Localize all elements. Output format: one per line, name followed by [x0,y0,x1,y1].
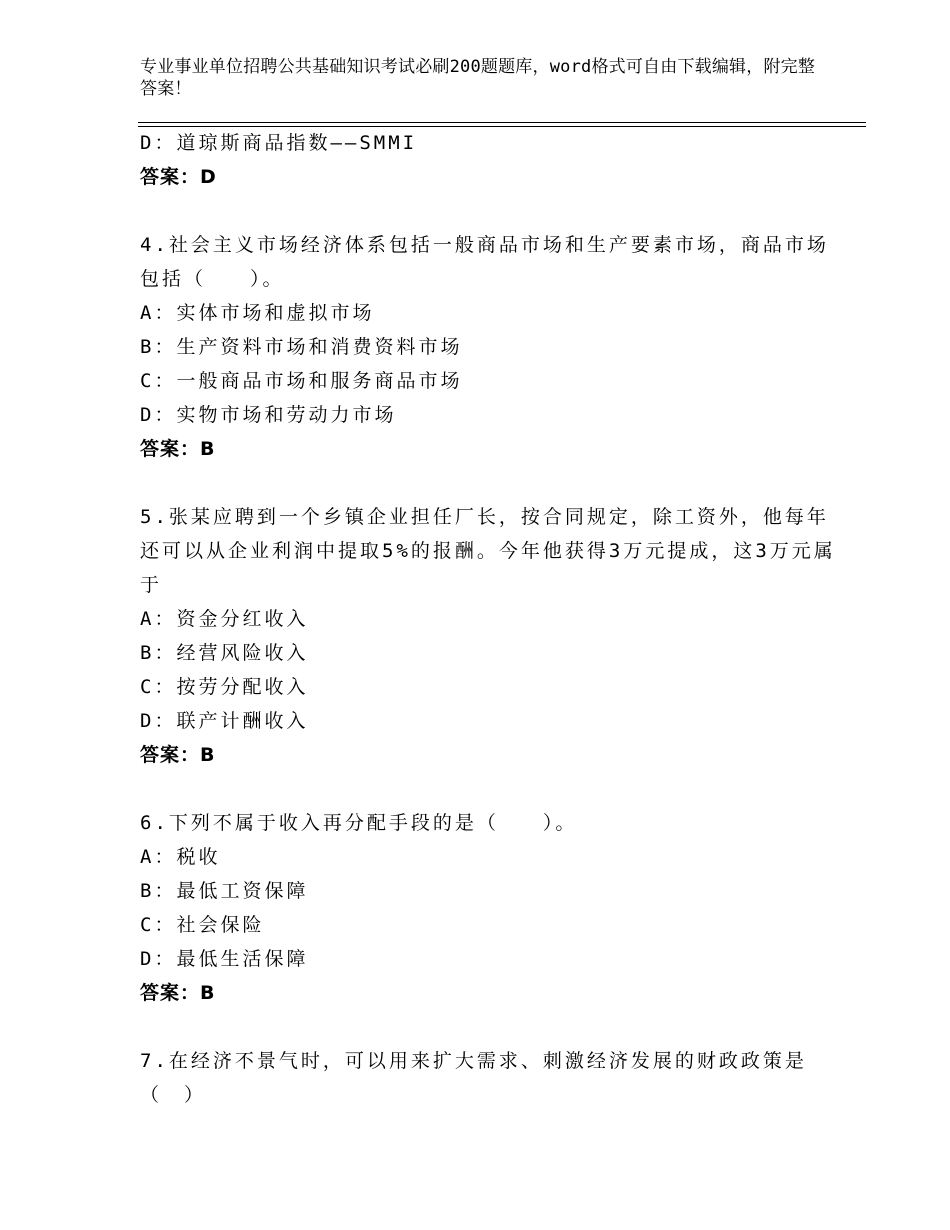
question-5 [140,500,840,772]
option-c: C：一般商品市场和服务商品市场 [140,370,463,392]
page-header: 专业事业单位招聘公共基础知识考试必刷200题题库，word格式可自由下载编辑，附完整答案！ [140,57,816,99]
option-c: C：社会保险 [140,914,265,936]
question-stem: 7.在经济不景气时，可以用来扩大需求、刺激经济发展的财政政策是（ ） [140,1050,807,1106]
answer-line: 答案：B [140,438,216,460]
question-6 [140,806,840,1010]
answer-line: 答案：B [140,744,216,766]
option-b: B：经营风险收入 [140,642,309,664]
header-rule-top [138,122,866,123]
option-b: B：最低工资保障 [140,880,309,902]
option-d: D：最低生活保障 [140,948,309,970]
option-b: B：生产资料市场和消费资料市场 [140,336,463,358]
question-7 [140,1044,840,1112]
option-d: D：实物市场和劳动力市场 [140,404,397,426]
question-stem: 5.张某应聘到一个乡镇企业担任厂长，按合同规定，除工资外，他每年还可以从企业利润中提取5%的报酬。今年他获得3万元提成，这3万元属于 [140,506,836,596]
option-a: A：税收 [140,846,221,868]
answer-line: 答案：B [140,982,216,1004]
option-a: A：实体市场和虚拟市场 [140,302,375,324]
question-4 [140,228,840,466]
option-d: D：联产计酬收入 [140,710,309,732]
question-3-tail [140,126,840,194]
question-stem: 4.社会主义市场经济体系包括一般商品市场和生产要素市场，商品市场包括（ ）。 [140,234,829,290]
option-d: D：道琼斯商品指数——SMMI [140,132,418,154]
document-body [140,126,840,1112]
option-a: A：资金分红收入 [140,608,309,630]
option-c: C：按劳分配收入 [140,676,309,698]
question-stem: 6.下列不属于收入再分配手段的是（ ）。 [140,812,578,834]
answer-line: 答案：D [140,166,217,188]
